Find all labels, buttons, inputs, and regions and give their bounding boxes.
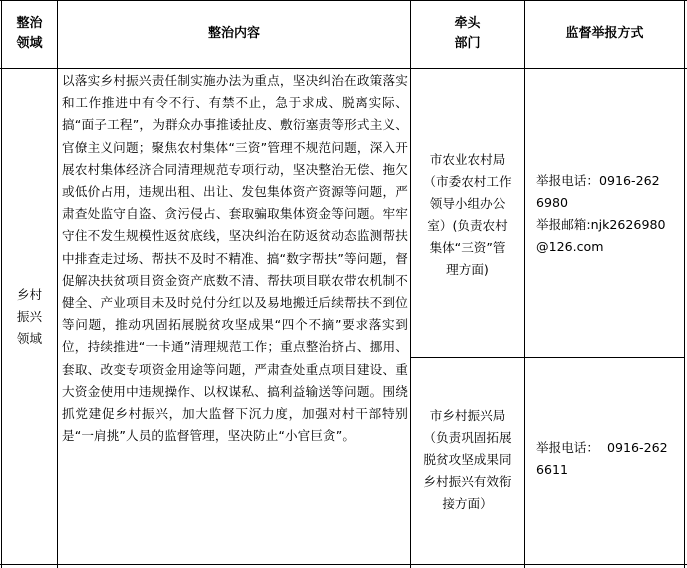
header-dept-line-2: 部门: [454, 36, 481, 51]
dept-2-line: （负责巩固拓展: [423, 430, 512, 445]
area-line-1: 乡村: [16, 286, 43, 302]
header-content: [58, 0, 410, 68]
dept-cell-1: [411, 140, 524, 290]
header-report: [525, 0, 684, 68]
dept-1-line: 理方面): [446, 262, 489, 277]
report-cell-2: [536, 437, 676, 481]
dept-1-line: 室）(负责农村: [427, 218, 508, 233]
dept-1-line: 集体“三资”管: [429, 240, 506, 255]
report-1-line: 举报邮箱:njk2626980: [536, 217, 666, 232]
dept-1-line: 领导小组办公: [429, 196, 506, 211]
header-area: [2, 0, 57, 68]
header-report-label: 监督举报方式: [565, 26, 644, 41]
area-cell: [2, 69, 57, 564]
report-2-line: 6611: [536, 462, 569, 477]
dept-2-line: 脱贫攻坚成果同: [423, 452, 512, 467]
table-border-right: [684, 0, 685, 568]
report-1-line: @126.com: [536, 239, 604, 254]
header-bottom-rule: [0, 68, 687, 69]
col-divider-3: [524, 0, 525, 568]
dept-2-line: 接方面）: [442, 496, 493, 511]
header-dept: [411, 0, 524, 68]
dept-cell-2: [411, 398, 524, 522]
header-area-line-1: 整治: [16, 16, 43, 31]
area-line-3: 领域: [16, 330, 43, 346]
dept-row-divider: [410, 357, 685, 358]
dept-1-line: 市农业农村局: [429, 152, 506, 167]
dept-2-line: 乡村振兴有效衔: [423, 474, 512, 489]
dept-1-line: （市委农村工作: [423, 174, 512, 189]
report-1-line: 6980: [536, 195, 569, 210]
header-area-line-2: 领域: [16, 36, 43, 51]
table-border-bottom: [0, 564, 687, 565]
report-cell-1: [536, 170, 676, 258]
header-dept-line-1: 牵头: [454, 16, 481, 31]
report-1-line: 举报电话：0916-262: [536, 173, 660, 188]
dept-2-line: 市乡村振兴局: [429, 408, 506, 423]
area-line-2: 振兴: [16, 308, 43, 324]
col-divider-1: [57, 0, 58, 568]
content-text: 以落实乡村振兴责任制实施办法为重点，坚决纠治在政策落实和工作推进中有令不行、有禁不止，急于求成、脱离实际、搞“面子工程”，为群众办事推诿扯皮、敷衍塞责等形式主义、官僚主义问题；聚焦农村集体“三资”管理不规范问题，深入开展农村集体经济合同清理规范专项行动，坚决整治无偿、拖欠或低价占用，违规出租、出让、发包集体资产资源等问题，严肃查处监守自盗、贪污侵占、套取骗取集体资金等问题。牢牢守住不发生规模性返贫底线，坚决纠治在防返贫动态监测帮扶中排查走过场、帮扶不及时不精准、搞“数字帮扶”等问题，督促解决扶贫项目资金资产底数不清、帮扶项目联农带农机制不健全、产业项目未及时兑付分红以及易地搬迁后续帮扶不到位等问题，推动巩固拓展脱贫攻坚成果“四个不摘”要求落实到位，持续推进“一卡通”清理规范工作；重点整治挤占、挪用、套取、改变专项资金用途等问题，严肃查处重点项目建设、重大资金使用中违规操作、以权谋私、搞利益输送等问题。围绕抓党建促乡村振兴，加大监督下沉力度，加强对村干部特别是“一肩挑”人员的监督管理，坚决防止“小官巨贪”。: [62, 73, 408, 444]
header-content-label: 整治内容: [207, 26, 260, 41]
report-2-line: 举报电话： 0916-262: [536, 440, 668, 455]
